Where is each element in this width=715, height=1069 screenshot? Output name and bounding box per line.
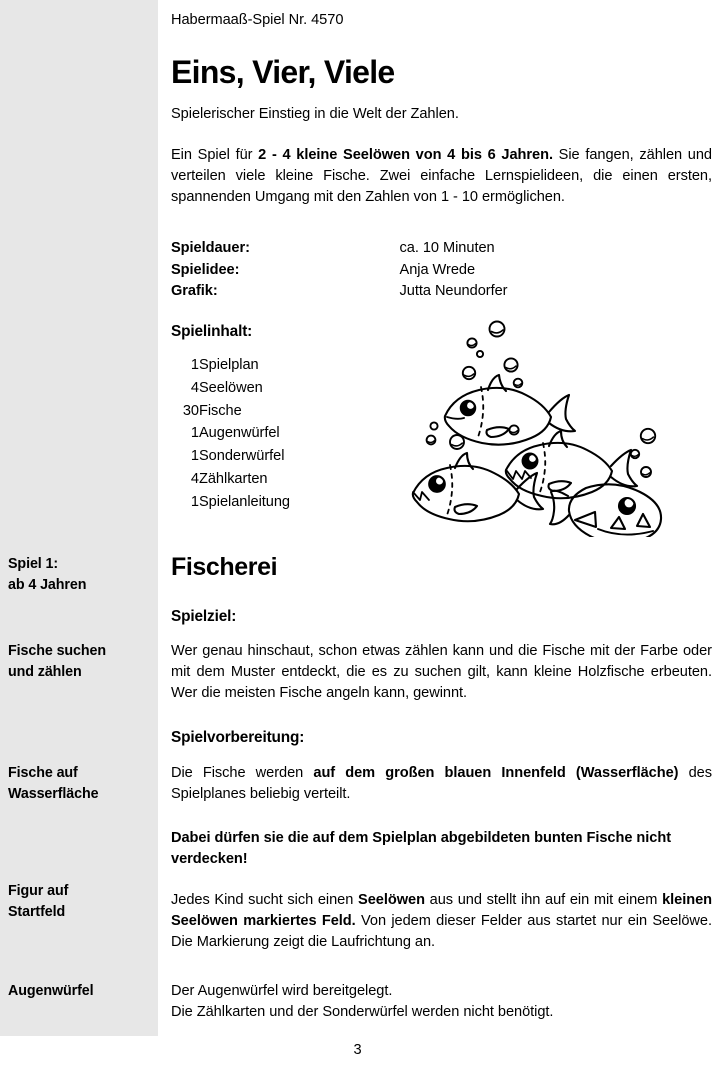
sidebar-item-augenwuerfel	[8, 981, 154, 1002]
prep-p1-text-a: Die Fische werden	[171, 765, 314, 781]
list-item	[173, 355, 290, 378]
contents-item: Zählkarten	[199, 470, 268, 487]
prep-p1-text-b: des Spielplanes beliebig verteilt.	[171, 765, 712, 803]
intro-text-bold: 2 - 4 kleine Seelöwen von 4 bis 6 Jahren.	[258, 147, 553, 163]
list-item	[173, 469, 290, 492]
contents-item: Spielanleitung	[199, 493, 290, 510]
sidebar-item-fische-wasserflaeche-line2: Wasserfläche	[8, 785, 99, 802]
sidebar-notes-column	[0, 0, 158, 1036]
list-item	[173, 492, 290, 515]
contents-item: Seelöwen	[199, 379, 263, 396]
contents-qty: 4	[190, 470, 199, 487]
sidebar-item-fische-wasserflaeche-line1: Fische auf	[8, 765, 78, 781]
publisher-line: Habermaaß-Spiel Nr. 4570	[171, 12, 344, 28]
contents-item: Sonderwürfel	[199, 448, 285, 465]
sidebar-item-figur-startfeld-line2: Startfeld	[8, 903, 66, 920]
sidebar-item-fische-wasserflaeche	[8, 763, 154, 804]
list-item	[173, 423, 290, 446]
contents-qty: 1	[190, 493, 199, 510]
game1-prep-heading: Spielvorbereitung:	[171, 729, 305, 746]
contents-item: Augenwürfel	[199, 425, 280, 442]
intro-text-part2: Sie fangen, zählen und verteilen viele kleine Fische. Zwei einfache Lernspielideen, die einen ersten, spannenden Umgang mit den Zahlen von 1 - 10 ermöglichen.	[171, 147, 712, 206]
game1-prep-paragraph-1	[171, 763, 712, 805]
prep-p3-text-a: Jedes Kind sucht sich einen	[171, 892, 359, 908]
prep-p3-bold-1: Seelöwen	[358, 892, 425, 908]
sidebar-item-spiel-1	[8, 554, 154, 595]
game1-prep-warning: Dabei dürfen sie die auf dem Spielplan abgebildeten bunten Fische nicht verdecken!	[171, 830, 672, 868]
contents-qty: 4	[190, 379, 199, 396]
spec-value-spieldauer: ca. 10 Minuten	[399, 240, 495, 256]
spec-key-grafik: Grafik:	[171, 283, 218, 300]
prep-p3-bold-2: kleinen Seelöwen markiertes Feld.	[171, 892, 712, 930]
spec-value-spielidee: Anja Wrede	[399, 261, 476, 278]
contents-item: Fische	[199, 402, 242, 419]
game1-goal-heading: Spielziel:	[171, 608, 237, 625]
contents-item: Spielplan	[199, 357, 259, 373]
page-number	[0, 1042, 715, 1058]
fish-illustration-svg	[401, 312, 686, 537]
contents-qty: 1	[190, 425, 199, 442]
sidebar-item-spiel-1-line1: Spiel 1:	[8, 556, 59, 572]
fish-right-facing	[550, 484, 661, 537]
page-number-value: 3	[353, 1042, 362, 1058]
sidebar-item-figur-startfeld	[8, 881, 154, 922]
contents-heading: Spielinhalt:	[171, 323, 253, 340]
prep-p4-line-1: Der Augenwürfel wird bereitgelegt.	[171, 983, 393, 999]
page-subtitle: Spielerischer Einstieg in die Welt der Zahlen.	[171, 106, 459, 122]
intro-text-part1: Ein Spiel für	[171, 147, 259, 163]
sidebar-item-augenwuerfel-line1: Augenwürfel	[8, 983, 94, 999]
spec-value-grafik: Jutta Neundorfer	[399, 283, 508, 300]
game1-prep-paragraph-4	[171, 981, 712, 1023]
prep-p3-text-b: aus und stellt ihn auf ein mit einem	[424, 892, 663, 908]
school-of-fish-illustration	[401, 312, 686, 537]
contents-list	[173, 355, 290, 515]
list-item	[173, 378, 290, 401]
list-item	[173, 401, 290, 424]
spec-key-spieldauer: Spieldauer:	[171, 240, 250, 256]
contents-qty: 1	[190, 357, 199, 373]
table-row	[171, 238, 712, 260]
main-content-column	[171, 0, 712, 1069]
list-item	[173, 446, 290, 469]
sidebar-item-spiel-1-line2: ab 4 Jahren	[8, 576, 87, 593]
table-row	[171, 260, 712, 282]
page-title: Eins, Vier, Viele	[171, 54, 395, 90]
prep-p3-text-c: Von jedem dieser Felder aus startet nur ein Seelöwe. Die Markierung zeigt die Laufrichtung an.	[171, 913, 712, 951]
bubble-group	[427, 322, 656, 478]
game1-prep-paragraph-3	[171, 890, 712, 954]
table-row	[171, 281, 712, 303]
sidebar-item-figur-startfeld-line1: Figur auf	[8, 883, 69, 899]
game1-goal-text: Wer genau hinschaut, schon etwas zählen kann und die Fische mit der Farbe oder mit dem Muster entdeckt, die es zu suchen gilt, kann kleine Holzfische erbeuten. Wer die meisten Fische angeln kann, gewinnt.	[171, 643, 712, 702]
game-specs-table	[171, 238, 712, 303]
contents-qty: 30	[182, 402, 199, 419]
sidebar-item-fische-suchen-line2: und zählen	[8, 663, 82, 680]
sidebar-item-fische-suchen	[8, 641, 154, 682]
sidebar-item-fische-suchen-line1: Fische suchen	[8, 643, 107, 659]
intro-paragraph	[171, 145, 712, 209]
contents-qty: 1	[190, 448, 199, 465]
game1-title: Fischerei	[171, 553, 278, 581]
prep-p1-text-bold: auf dem großen blauen Innenfeld (Wasserfläche)	[313, 765, 679, 781]
prep-p4-line-2: Die Zählkarten und der Sonderwürfel werden nicht benötigt.	[171, 1004, 554, 1021]
spec-key-spielidee: Spielidee:	[171, 261, 240, 278]
